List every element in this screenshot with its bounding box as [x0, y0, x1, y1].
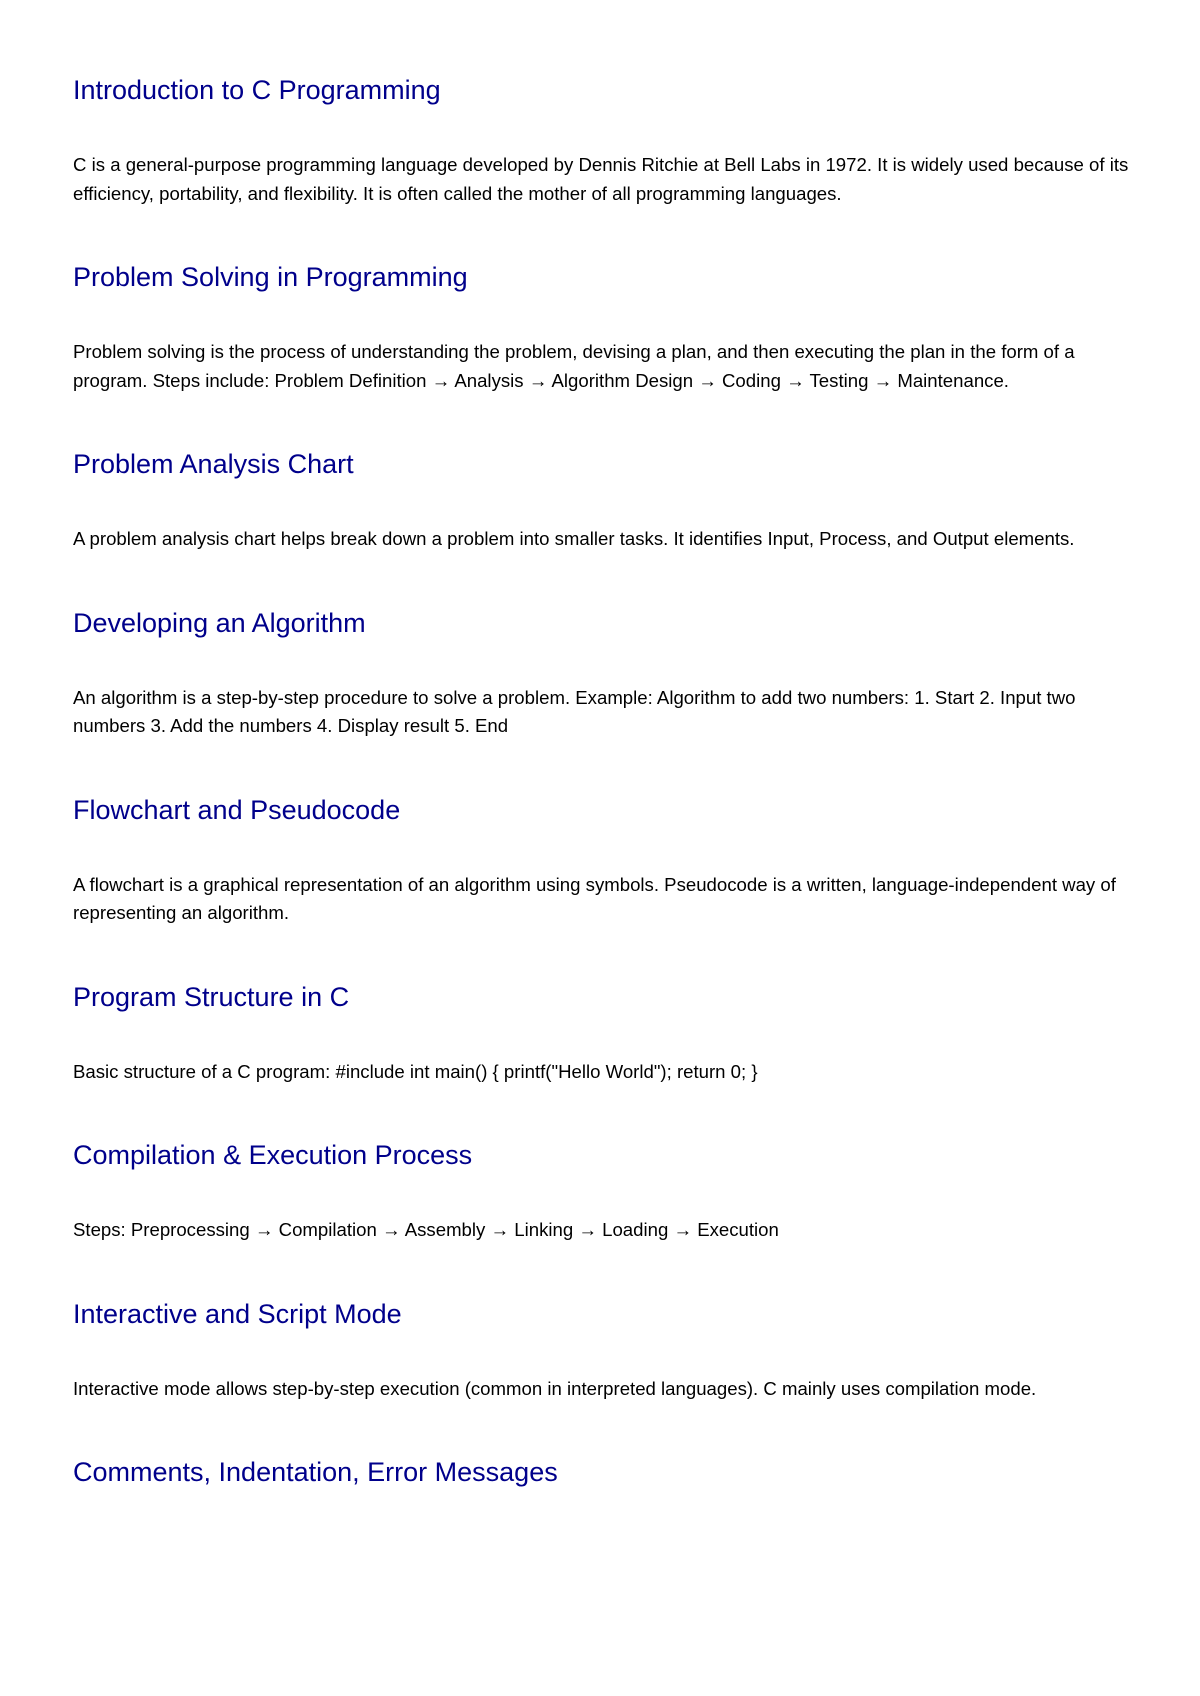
section-heading: Flowchart and Pseudocode	[73, 794, 401, 825]
section-body: An algorithm is a step-by-step procedure to solve a problem. Example: Algorithm to add two numbers: 1. Start 2. Input two numbers 3. Add the numbers 4. Display result 5. End	[73, 686, 1076, 736]
section-body: Problem solving is the process of understanding the problem, devising a plan, and then executing the plan in the form of a program. Steps include: Problem Definition → Analysis → Algorithm Design → Coding → Testing → Maintenance.	[73, 341, 1075, 391]
section-heading: Interactive and Script Mode	[73, 1298, 402, 1329]
section-heading: Comments, Indentation, Error Messages	[73, 1457, 558, 1487]
section-body: C is a general-purpose programming language developed by Dennis Ritchie at Bell Labs in 1972. It is widely used because of its efficiency, portability, and flexibility. It is often called the mother of all programming languages.	[73, 154, 1129, 204]
section-developing-algorithm	[73, 605, 1127, 792]
section-heading: Introduction to C Programming	[73, 75, 441, 105]
section-body: A flowchart is a graphical representation of an algorithm using symbols. Pseudocode is a written, language-independent way of representing an algorithm.	[73, 873, 1116, 923]
section-problem-analysis-chart	[73, 446, 1127, 605]
section-compilation-execution	[73, 1137, 1127, 1296]
section-body: Interactive mode allows step-by-step execution (common in interpreted languages). C mainly uses compilation mode.	[73, 1377, 1037, 1399]
section-body: Basic structure of a C program: #include int main() { printf("Hello World"); return 0; }	[73, 1060, 758, 1082]
section-body: Steps: Preprocessing → Compilation → Assembly → Linking → Loading → Execution	[73, 1219, 779, 1240]
section-heading: Developing an Algorithm	[73, 607, 366, 638]
section-heading: Program Structure in C	[73, 981, 350, 1012]
section-comments-indentation-errors	[73, 1454, 1127, 1490]
section-heading: Compilation & Execution Process	[73, 1140, 473, 1170]
section-introduction	[73, 72, 1127, 259]
section-interactive-script-mode	[73, 1296, 1127, 1455]
section-program-structure	[73, 979, 1127, 1138]
section-flowchart-pseudocode	[73, 792, 1127, 979]
section-heading: Problem Analysis Chart	[73, 449, 354, 479]
section-problem-solving	[73, 259, 1127, 446]
section-body: A problem analysis chart helps break down a problem into smaller tasks. It identifies Input, Process, and Output elements.	[73, 528, 1075, 549]
section-heading: Problem Solving in Programming	[73, 262, 468, 292]
